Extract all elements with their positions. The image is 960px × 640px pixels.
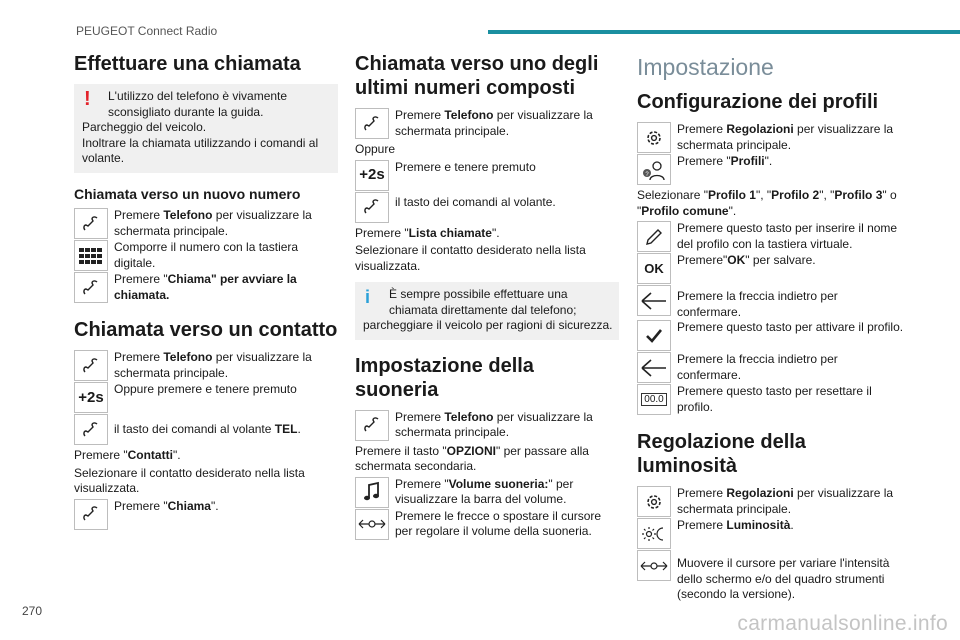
step [355, 410, 619, 442]
step-text: per visualizzare la schermata principale. [395, 409, 593, 439]
para-text-bold: Lista chiamate [408, 225, 492, 240]
step-text-bold: Telefono [163, 350, 213, 364]
step-text-bold: Chiama" per avviare la chiamata. [114, 272, 297, 302]
step [637, 253, 905, 285]
para-text: " o " [637, 188, 897, 218]
step-text-bold: Regolazioni [726, 486, 794, 500]
step-text: Premere [677, 486, 727, 500]
pencil-icon [637, 221, 671, 252]
watermark: carmanualsonline.info [737, 612, 948, 635]
para-text: " per passare alla schermata secondaria. [355, 443, 589, 473]
section-title-profiles: Configurazione dei profili [637, 91, 879, 113]
hold-2s-text: +2s [359, 166, 385, 184]
step-text: Premere la freccia indietro per confermare. [677, 352, 838, 382]
step-text-bold: Profili [730, 154, 765, 168]
step-text-bold: Luminosità [726, 518, 791, 532]
step-text: Premere [114, 208, 164, 222]
para-text-bold: Profilo 3 [834, 188, 883, 202]
para-text: Selezionare il contatto desiderato nella lista visualizzata. [74, 465, 305, 495]
step-text: Premere [395, 108, 445, 122]
step [74, 350, 338, 382]
step-text: Premere questo tasto per inserire il nome del profilo con la tastiera virtuale. [677, 221, 898, 251]
step-text-bold: TEL [274, 422, 298, 436]
para-text-bold: Profilo 2 [771, 188, 820, 202]
para-text: Premere " [74, 448, 128, 462]
step-text: . [297, 422, 301, 436]
step-text: " per salvare. [745, 253, 816, 267]
step [355, 477, 619, 509]
reset-icon-text: 00.0 [641, 393, 666, 406]
step [355, 509, 619, 541]
profile-user-icon [637, 154, 671, 185]
step-text: Premere questo tasto per attivare il profilo. [677, 320, 904, 334]
step-text: Oppure premere e tenere premuto [114, 382, 297, 396]
step-text: Premere e tenere premuto [395, 159, 536, 174]
step [355, 108, 619, 140]
step-text: ". [764, 154, 773, 168]
para-text: ", " [755, 188, 772, 202]
step-text: Premere [677, 122, 727, 136]
step [637, 550, 905, 603]
ok-icon [637, 253, 671, 284]
step-text: Premere la freccia indietro per confermare. [677, 289, 838, 319]
step [637, 122, 905, 154]
section-title-make-call: Effettuare una chiamata [74, 53, 301, 75]
para-text: Selezionare il contatto desiderato nella lista visualizzata. [355, 243, 586, 273]
phone-handset-icon [355, 108, 389, 139]
ok-icon-text: OK [644, 260, 664, 276]
step-text: Premere " [114, 498, 168, 513]
step [74, 414, 338, 446]
phone-handset-icon [355, 192, 389, 223]
gear-icon [637, 122, 671, 153]
info-line: parcheggiare il veicolo per ragioni di sicurezza. [363, 318, 613, 332]
step-text: per visualizzare la schermata principale. [114, 208, 312, 238]
para-text: ". [172, 448, 181, 462]
phone-handset-icon [355, 410, 389, 441]
step [74, 382, 338, 414]
slider-arrows-icon [355, 509, 389, 540]
step [637, 221, 905, 253]
step-text: Muovere il cursore per variare l'intensità dello schermo e/o del quadro strumenti (secondo la versione). [677, 556, 890, 601]
step [74, 240, 338, 272]
step [637, 518, 905, 550]
phone-handset-icon [74, 499, 108, 530]
info-icon: i [365, 287, 371, 307]
step [637, 384, 905, 416]
step-text-bold: Chiama [167, 498, 211, 513]
step [637, 154, 905, 186]
step-text: il tasto dei comandi al volante. [395, 194, 556, 209]
phone-handset-icon [74, 350, 108, 381]
step-text: Premere " [677, 154, 731, 168]
subsection-title-new-number: Chiamata verso un nuovo numero [74, 185, 301, 202]
header-accent-bar [488, 30, 960, 34]
step-text: Premere [114, 350, 164, 364]
section-title-ringtone: Impostazione della suoneria [355, 354, 534, 401]
header-title: PEUGEOT Connect Radio [76, 24, 218, 38]
warning-line: L'utilizzo del telefono è vivamente sconsigliato durante la guida. [108, 89, 288, 119]
step-text: Premere le frecce o spostare il cursore per regolare il volume della suoneria. [395, 508, 602, 538]
step-text: Premere [395, 409, 445, 424]
checkmark-icon [637, 320, 671, 351]
info-line: È sempre possibile effettuare una chiamata direttamente dal telefono; [389, 287, 577, 317]
hold-2s-icon [74, 382, 108, 413]
step-text-bold: Telefono [163, 208, 213, 222]
step-text: Premere " [114, 272, 168, 286]
step-text: per visualizzare la schermata principale. [114, 350, 312, 380]
step-text: " per visualizzare la barra del volume. [395, 476, 574, 506]
step-text: Comporre il numero con la tastiera digitale. [114, 240, 299, 270]
section-title-recent-numbers: Chiamata verso uno degli ultimi numeri composti [355, 53, 599, 99]
column-3 [637, 52, 905, 603]
step [355, 160, 619, 192]
step-text: per visualizzare la schermata principale. [395, 108, 593, 138]
phone-handset-icon [74, 272, 108, 303]
step-text-bold: OK [727, 253, 746, 267]
section-title-settings: Impostazione [637, 54, 774, 80]
step-text-bold: Telefono [444, 409, 494, 424]
step-text: ". [210, 498, 219, 513]
step-text: per visualizzare la schermata principale. [677, 486, 894, 516]
phone-handset-icon [74, 208, 108, 239]
keypad-icon [74, 240, 108, 271]
step [637, 285, 905, 320]
step [74, 499, 338, 531]
step-text-bold: Regolazioni [726, 122, 794, 136]
step-text-bold: Volume suoneria: [448, 476, 549, 491]
step-text: il tasto dei comandi al volante [114, 422, 275, 436]
sun-moon-icon [637, 518, 671, 549]
step-text: Premere " [395, 476, 449, 491]
para-text-bold: Contatti [127, 448, 173, 462]
warning-line: Inoltrare la chiamata utilizzando i comandi al volante. [82, 135, 319, 165]
step-text: . [790, 518, 794, 532]
para-text-bold: Profilo 1 [707, 188, 756, 202]
slider-arrows-icon [637, 550, 671, 581]
svg-text:?: ? [645, 171, 649, 178]
info-note [355, 282, 619, 340]
music-note-icon [355, 477, 389, 508]
step [355, 192, 619, 224]
hold-2s-icon [355, 160, 389, 191]
section-title-brightness: Regolazione della luminosità [637, 431, 806, 477]
column-2 [355, 52, 619, 541]
para-text: ". [491, 225, 500, 240]
step-text: Premere [677, 518, 727, 532]
step-text: per visualizzare la schermata principale. [677, 122, 894, 152]
warning-note [74, 84, 338, 173]
step [74, 208, 338, 240]
para-text: Premere " [355, 225, 409, 240]
para-text: Oppure [355, 142, 396, 156]
warning-icon: ! [84, 88, 91, 110]
section-title-call-contact: Chiamata verso un contatto [74, 319, 338, 341]
warning-line: Parcheggio del veicolo. [82, 120, 207, 134]
step-text: Premere" [677, 253, 728, 267]
para-text: ". [728, 203, 737, 218]
step [637, 352, 905, 384]
para-text-bold: OPZIONI [446, 443, 496, 458]
step [637, 486, 905, 518]
reset-icon [637, 384, 671, 415]
para-text: Premere il tasto " [355, 443, 447, 458]
phone-handset-icon [74, 414, 108, 445]
para-text-bold: Profilo comune [641, 203, 729, 218]
back-arrow-icon [637, 285, 671, 316]
step-text-bold: Telefono [444, 108, 494, 122]
para-text: ", " [819, 188, 835, 202]
step [637, 320, 905, 352]
hold-2s-text: +2s [78, 388, 104, 406]
step-text: Premere questo tasto per resettare il profilo. [677, 384, 872, 414]
para-text: Selezionare " [637, 188, 708, 202]
back-arrow-icon [637, 352, 671, 383]
column-1 [74, 52, 338, 531]
step [74, 272, 338, 304]
page-number: 270 [22, 604, 43, 618]
gear-icon [637, 486, 671, 517]
